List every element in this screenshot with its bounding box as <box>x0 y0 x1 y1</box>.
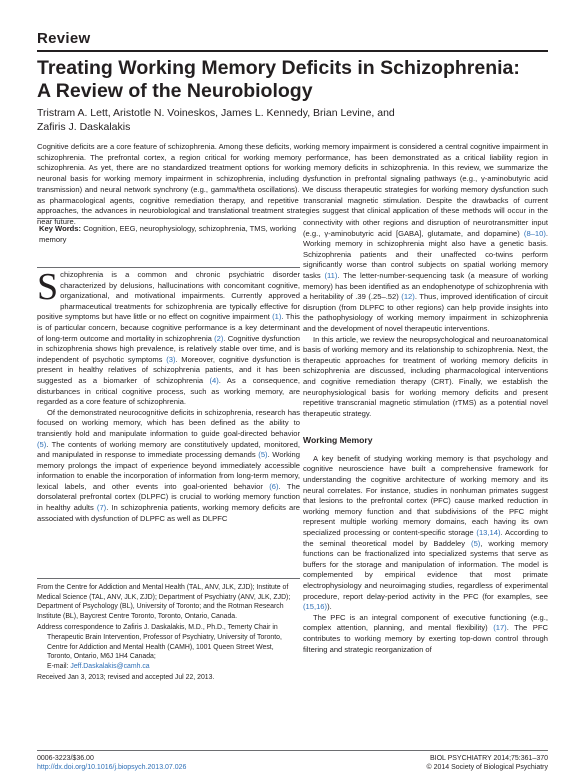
text-run: . Working memory prolongs the impact of experience beyond immediately accessible information to enable the incorporation of information from long-term memory, lexical labels, and other events into goal-oriented behavior <box>37 450 300 491</box>
citation-ref[interactable]: (12) <box>401 292 415 302</box>
left-column <box>37 266 300 524</box>
keywords-list: Cognition, EEG, neurophysiology, schizophrenia, TMS, working memory <box>39 224 297 244</box>
text-run: , working memory functions can be fractionalized into specialized systems that serve as buffers for the storage and manipulation of information. The model is complemented by empirical evidence that most primate electrophysiology and neuroimaging studies, regardless of experimental procedure, report delay-period activity in the PFC (for examples, see <box>303 538 548 601</box>
journal-citation: BIOL PSYCHIATRY 2014;75:361–370 <box>429 755 548 762</box>
text-run: . Working memory in schizophrenia might also have a genetic basis. Schizophrenia patients and their unaffected co-twins perform significantly worse than control subjects on spatial working memory tasks <box>303 228 548 280</box>
citation-ref[interactable]: (5) <box>37 439 47 449</box>
correspondence: Address correspondence to Zafiris J. Daskalakis, M.D., Ph.D., Temerty Chair in Therapeutic Brain Intervention, Professor of Psychiatry, University of Toronto, Centre for Addiction and Mental Health (CAMH), 1001 Queen Street West, Toronto, Ontario, M6J 1H4 Canada; E-mail: Jeff.Daskalakis@camh.ca <box>37 624 282 670</box>
intro-paragraph-3 <box>303 218 548 335</box>
citation-ref[interactable]: (4) <box>209 375 219 385</box>
footnotes <box>37 578 300 685</box>
text-run: ). <box>327 602 332 612</box>
citation-ref[interactable]: (11) <box>324 270 338 280</box>
text-run: The PFC is an integral component of executive functioning (e.g., complex attention, planning, and mental flexibility) <box>303 612 548 633</box>
citation-ref[interactable]: (7) <box>96 503 107 513</box>
citation-ref[interactable]: (6) <box>269 481 279 491</box>
text-run: . According to the seminal theoretical model by Baddeley <box>303 528 548 548</box>
text-run: A key benefit of studying working memory is that psychology and cognitive neuroscience have built a comprehensive framework for understanding the cognitive architecture of working memory and its neural correlates. For instance, studies in nonhuman primates suggest that lesions to the prefrontal cortex (PFC) cause marked reduction in working memory function and that subdivisions of the PFC might represent multiple working memory domains, each having its own specialized processing or content-specific storage <box>303 453 548 538</box>
text-run: . Cognitive dysfunction in schizophrenia shows high prevalence, is relatively stable over time, and is independent of psychotic symptoms <box>37 333 300 364</box>
doi-link[interactable]: http://dx.doi.org/10.1016/j.biopsych.2013.07.026 <box>37 764 187 771</box>
text-run: . In schizophrenia patients, working memory deficits are associated with dysfunction of DLPFC as well as DLPFC <box>37 503 300 523</box>
text-run: . As a consequence, disturbances in critical cognitive process, such as working memory, are regarded as a core feature of schizophrenia. <box>37 375 300 407</box>
keywords-label: Key Words: <box>39 224 82 233</box>
received-dates: Received Jan 3, 2013; revised and accepted Jul 22, 2013. <box>37 674 215 682</box>
citation-ref[interactable]: (5) <box>471 538 481 548</box>
text-run: chizophrenia is a common and chronic psychiatric disorder characterized by delusions, hallucinations with concomitant cognitive, organizational, and motivational impairments. Currently approved pharmaceutical treatments for schizophrenia are typically effective for positive symptoms but have little or no effect on cognitive impairment <box>37 270 300 322</box>
intro-paragraph-1 <box>37 266 300 408</box>
footer-left <box>37 754 186 772</box>
keywords <box>39 224 297 245</box>
text-run: In this article, we review the neuropsychological and neuroanatomical basis of working memory and its relationship to schizophrenia. Next, the therapeutic approaches for treatment of working memory deficits in schizophrenia are discussed, including pharmacological interventions and cognitive remediation therapy (CRT). Finally, we establish the neurophysiological basis for working memory deficits and present repetitive transcranial magnetic stimulation (rTMS) as a potential novel therapeutic strategy. <box>303 334 548 418</box>
affiliations: From the Centre for Addiction and Mental Health (TAL, ANV, JLK, ZJD); Institute of Medical Science (TAL, ANV, JLK, ZJD); Department of Psychiatry (ANV, JLK, ZJD); Department of Psychology (BL), University of Toronto; and the Rotman Research Institute (BL), Baycrest Centre Toronto, Toronto, Ontario, Canada. <box>37 584 291 620</box>
abstract: Cognitive deficits are a core feature of schizophrenia. Among these deficits, working memory impairment is considered a central cognitive impairment in schizophrenia. The prefrontal cortex, a region critical for working memory performance, has been demonstrated as a critical liability region in schizophrenia. As yet, there are no standardized treatment options for working memory deficits in schizophrenia. In this review, we summarize the neuronal basis for working memory impairment in schizophrenia, including dysfunction in prefrontal signaling pathways (e.g., γ-aminobutyric acid transmission) and neural network synchrony (e.g., gamma/theta oscillations). We discuss therapeutic strategies for working memory dysfunction such as pharmacological agents, cognitive remediation therapy, and repetitive transcranial magnetic stimulation. Despite the drawbacks of current approaches, the advances in neurobiological and translational treatment strategies suggest that clinical application of these methods will occur in the near future. <box>37 142 548 226</box>
issn-price: 0006-3223/$36.00 <box>37 755 94 762</box>
title-line-2: A Review of the Neurobiology <box>37 80 313 102</box>
working-memory-paragraph-2 <box>303 613 548 655</box>
article-title <box>37 57 552 103</box>
drop-cap: S <box>37 266 59 308</box>
authors-line-2: Zafiris J. Daskalakis <box>37 120 131 133</box>
citation-ref[interactable]: (5) <box>258 450 268 460</box>
keywords-box <box>37 218 300 268</box>
title-line-1: Treating Working Memory Deficits in Schizophrenia: <box>37 57 520 79</box>
text-run: connectivity with other regions and disruption of neurotransmitter input (e.g., γ-aminobutyric acid [GABA], glutamate, and dopamine) <box>303 218 548 238</box>
intro-paragraph-2 <box>37 408 300 525</box>
header-rule <box>37 50 548 52</box>
text-run: . The letter-number-sequencing task (a measure of working memory) has been identified as an endophenotype of schizophrenia with a heritability of .39 (.25–.52) <box>303 270 548 302</box>
text-run: . This is of particular concern, because cognitive performance is a key determinant of long-term outcome and mortality in schizophrenia <box>37 312 300 343</box>
text-run: . Moreover, cognitive dysfunction is present in healthy relatives of schizophrenia patients, and it has been suggested as a biomarker of schizophrenia <box>37 354 300 385</box>
text-run: . The PFC contributes to working memory by exerting top-down control through filtering and strategic reorganization of <box>303 623 548 654</box>
text-run: . The dorsolateral prefrontal cortex (DLPFC) is crucial to working memory function in healthy adults <box>37 481 300 513</box>
citation-ref[interactable]: (1) <box>272 312 282 322</box>
citation-ref[interactable]: (3) <box>166 354 176 364</box>
citation-ref[interactable]: (15,16) <box>303 602 328 612</box>
section-label: Review <box>37 30 91 47</box>
copyright: © 2014 Society of Biological Psychiatry <box>426 764 548 771</box>
text-run: . Thus, improved identification of circuit disruption (from DLPFC to other regions) can help provide insights into the pathophysiology of working memory impairment in schizophrenia and the development of novel therapeutic interventions. <box>303 292 548 333</box>
email-link[interactable]: Jeff.Daskalakis@camh.ca <box>70 662 150 670</box>
text-run: . The contents of working memory are constitutively updated, monitored, and manipulated in response to immediate processing demands <box>37 439 300 460</box>
citation-ref[interactable]: (2) <box>214 333 224 343</box>
email-label: E-mail: <box>47 662 69 670</box>
citation-ref[interactable]: (8–10) <box>523 228 546 238</box>
right-column <box>303 218 548 655</box>
section-heading-working-memory: Working Memory <box>303 435 373 446</box>
intro-paragraph-4 <box>303 335 548 420</box>
citation-ref[interactable]: (13,14) <box>476 528 501 538</box>
text-run: Of the demonstrated neurocognitive deficits in schizophrenia, research has focused on working memory, which has been defined as the ability to transiently hold and manipulate information to guide goal-directed behavior <box>37 407 300 438</box>
author-list <box>37 107 547 134</box>
working-memory-paragraph-1 <box>303 454 548 613</box>
authors-line-1: Tristram A. Lett, Aristotle N. Voineskos, James L. Kennedy, Brian Levine, and <box>37 107 395 119</box>
footer-rule <box>37 750 548 751</box>
footer-right <box>427 754 549 772</box>
citation-ref[interactable]: (17) <box>493 623 507 633</box>
